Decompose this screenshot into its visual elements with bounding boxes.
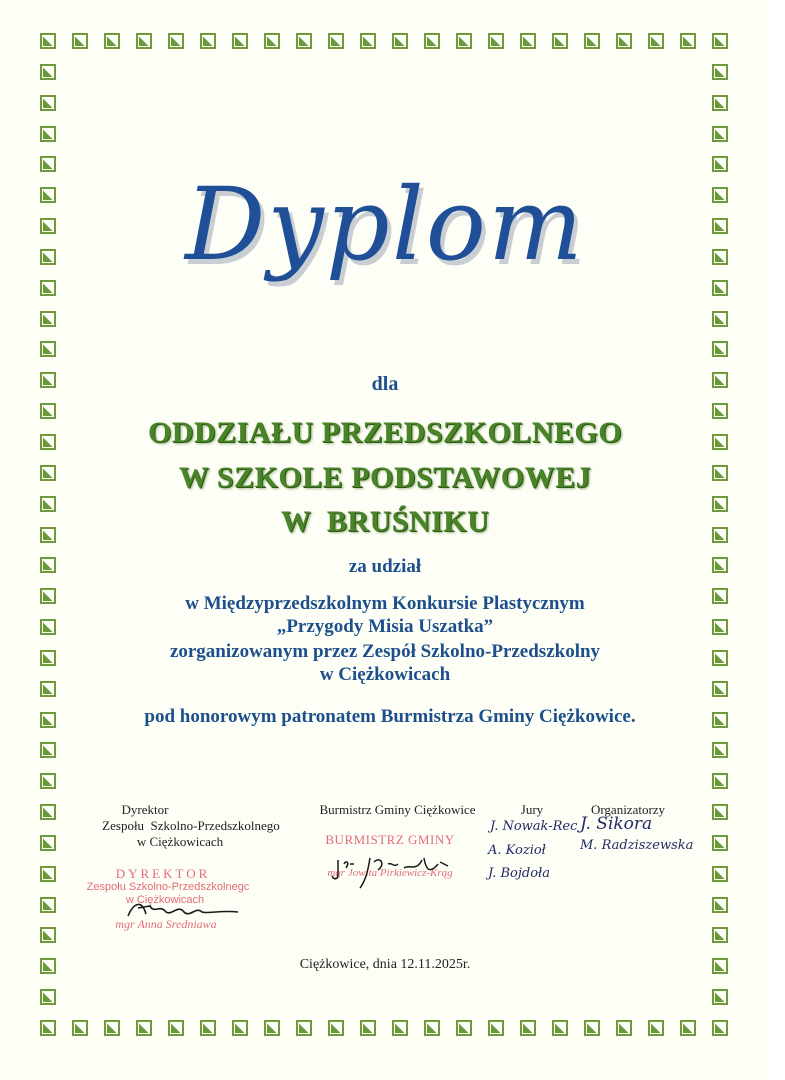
body-line-4: w Ciężkowicach xyxy=(319,664,451,685)
border-tile xyxy=(328,1020,344,1036)
border-tile xyxy=(104,33,120,49)
border-tile xyxy=(712,434,728,450)
border-tile xyxy=(424,33,440,49)
border-tile xyxy=(712,372,728,388)
organizers-label: Organizatorzy xyxy=(590,802,666,817)
border-tile xyxy=(584,33,600,49)
border-tile xyxy=(648,33,664,49)
recipient-line-3: W BRUŚNIKU xyxy=(280,505,490,538)
border-tile xyxy=(712,773,728,789)
border-tile xyxy=(72,33,88,49)
organizer-signature-2: M. Radziszewska xyxy=(580,838,694,853)
border-tile xyxy=(712,187,728,203)
border-tile xyxy=(40,126,56,142)
border-tile xyxy=(40,64,56,80)
participation-label: za udział xyxy=(348,556,422,577)
border-tile xyxy=(40,249,56,265)
border-tile xyxy=(40,280,56,296)
recipient-line-2: W SZKOLE PODSTAWOWEJ xyxy=(178,461,592,494)
border-tile xyxy=(232,1020,248,1036)
border-tile xyxy=(712,835,728,851)
border-tile xyxy=(712,742,728,758)
border-tile xyxy=(616,1020,632,1036)
border-tile xyxy=(712,619,728,635)
border-tile xyxy=(424,1020,440,1036)
mayor-title: Burmistrz Gminy Ciężkowice xyxy=(319,802,476,817)
jury-signature-1: J. Nowak-Rec xyxy=(490,819,578,834)
border-tile xyxy=(392,1020,408,1036)
border-tile xyxy=(72,1020,88,1036)
border-tile xyxy=(712,804,728,820)
border-tile xyxy=(40,341,56,357)
border-tile xyxy=(712,927,728,943)
border-tile xyxy=(264,33,280,49)
director-town: w Ciężkowicach xyxy=(136,834,224,849)
body-line-5: pod honorowym patronatem Burmistrza Gminy Ciężkowice. xyxy=(144,706,636,727)
border-tile xyxy=(40,681,56,697)
jury-signature-2: A. Kozioł xyxy=(488,843,546,858)
border-tile xyxy=(40,372,56,388)
border-tile xyxy=(712,650,728,666)
border-tile xyxy=(552,33,568,49)
border-tile xyxy=(40,989,56,1005)
diploma-title: Dyplom xyxy=(185,166,585,283)
border-tile xyxy=(104,1020,120,1036)
border-tile xyxy=(648,1020,664,1036)
director-school: Zespołu Szkolno-Przedszkolnego xyxy=(102,818,280,833)
border-tile xyxy=(40,156,56,172)
border-tile xyxy=(40,557,56,573)
border-tile xyxy=(712,557,728,573)
border-tile xyxy=(488,1020,504,1036)
border-tile xyxy=(40,897,56,913)
border-tile xyxy=(712,866,728,882)
border-tile xyxy=(40,218,56,234)
border-tile xyxy=(200,33,216,49)
border-tile xyxy=(712,496,728,512)
director-title: Dyrektor xyxy=(121,802,169,817)
border-tile xyxy=(584,1020,600,1036)
border-tile xyxy=(712,588,728,604)
border-tile xyxy=(680,33,696,49)
border-tile xyxy=(520,33,536,49)
border-tile xyxy=(40,804,56,820)
border-tile xyxy=(456,33,472,49)
border-tile xyxy=(712,958,728,974)
border-tile xyxy=(520,1020,536,1036)
organizer-signature-1: J. Sikora xyxy=(580,814,653,834)
border-tile xyxy=(40,742,56,758)
border-tile xyxy=(264,1020,280,1036)
border-tile xyxy=(40,496,56,512)
border-tile xyxy=(136,1020,152,1036)
border-tile xyxy=(392,33,408,49)
border-tile xyxy=(232,33,248,49)
border-tile xyxy=(328,33,344,49)
border-tile xyxy=(712,527,728,543)
border-tile xyxy=(616,33,632,49)
border-tile xyxy=(40,1020,56,1036)
body-line-1: w Międzyprzedszkolnym Konkursie Plastycznym xyxy=(185,593,585,614)
border-tile xyxy=(168,1020,184,1036)
border-tile xyxy=(200,1020,216,1036)
border-tile xyxy=(40,33,56,49)
mayor-signature xyxy=(330,850,470,892)
border-tile xyxy=(168,33,184,49)
border-tile xyxy=(40,712,56,728)
director-stamp-school: Zespołu Szkolno-Przedszkolnegc xyxy=(86,881,250,893)
border-tile xyxy=(40,311,56,327)
mayor-stamp-title: BURMISTRZ GMINY xyxy=(325,832,455,847)
border-tile xyxy=(40,434,56,450)
border-tile xyxy=(712,280,728,296)
border-tile xyxy=(296,1020,312,1036)
border-tile xyxy=(712,341,728,357)
mayor-stamp-name: mgr Jowita Pirkiewicz-Krąg xyxy=(327,867,453,879)
border-tile xyxy=(296,33,312,49)
border-tile xyxy=(712,403,728,419)
border-tile xyxy=(712,249,728,265)
jury-label: Jury xyxy=(520,802,544,817)
director-signature xyxy=(124,898,244,922)
border-tile xyxy=(456,1020,472,1036)
border-tile xyxy=(360,33,376,49)
border-tile xyxy=(40,403,56,419)
border-tile xyxy=(712,712,728,728)
border-tile xyxy=(40,835,56,851)
border-tile xyxy=(712,989,728,1005)
director-stamp-title: DYREKTOR xyxy=(115,866,211,881)
border-tile xyxy=(360,1020,376,1036)
contest-name: „Przygody Misia Uszatka” xyxy=(276,616,494,637)
jury-signature-3: J. Bojdoła xyxy=(488,866,550,881)
border-tile xyxy=(712,95,728,111)
issue-date: Ciężkowice, dnia 12.11.2025r. xyxy=(299,957,471,972)
border-tile xyxy=(40,773,56,789)
border-tile xyxy=(40,187,56,203)
border-tile xyxy=(40,95,56,111)
border-tile xyxy=(136,33,152,49)
border-tile xyxy=(712,311,728,327)
border-tile xyxy=(40,927,56,943)
border-tile xyxy=(712,33,728,49)
for-label: dla xyxy=(371,373,399,395)
border-tile xyxy=(712,156,728,172)
director-stamp-town: w Ciężkowicach xyxy=(125,894,205,906)
border-tile xyxy=(680,1020,696,1036)
director-stamp-name: mgr Anna Sredniawa xyxy=(115,917,217,931)
border-tile xyxy=(712,218,728,234)
border-tile xyxy=(712,681,728,697)
border-tile xyxy=(40,465,56,481)
border-tile xyxy=(40,619,56,635)
recipient-line-1: ODDZIAŁU PRZEDSZKOLNEGO xyxy=(147,416,623,449)
border-tile xyxy=(40,650,56,666)
border-tile xyxy=(40,958,56,974)
border-tile xyxy=(488,33,504,49)
border-tile xyxy=(40,866,56,882)
body-line-3: zorganizowanym przez Zespół Szkolno-Przedszkolny xyxy=(169,641,601,662)
border-tile xyxy=(40,527,56,543)
border-tile xyxy=(712,126,728,142)
border-tile xyxy=(40,588,56,604)
border-tile xyxy=(552,1020,568,1036)
border-tile xyxy=(712,1020,728,1036)
border-tile xyxy=(712,897,728,913)
border-tile xyxy=(712,465,728,481)
border-tile xyxy=(712,64,728,80)
